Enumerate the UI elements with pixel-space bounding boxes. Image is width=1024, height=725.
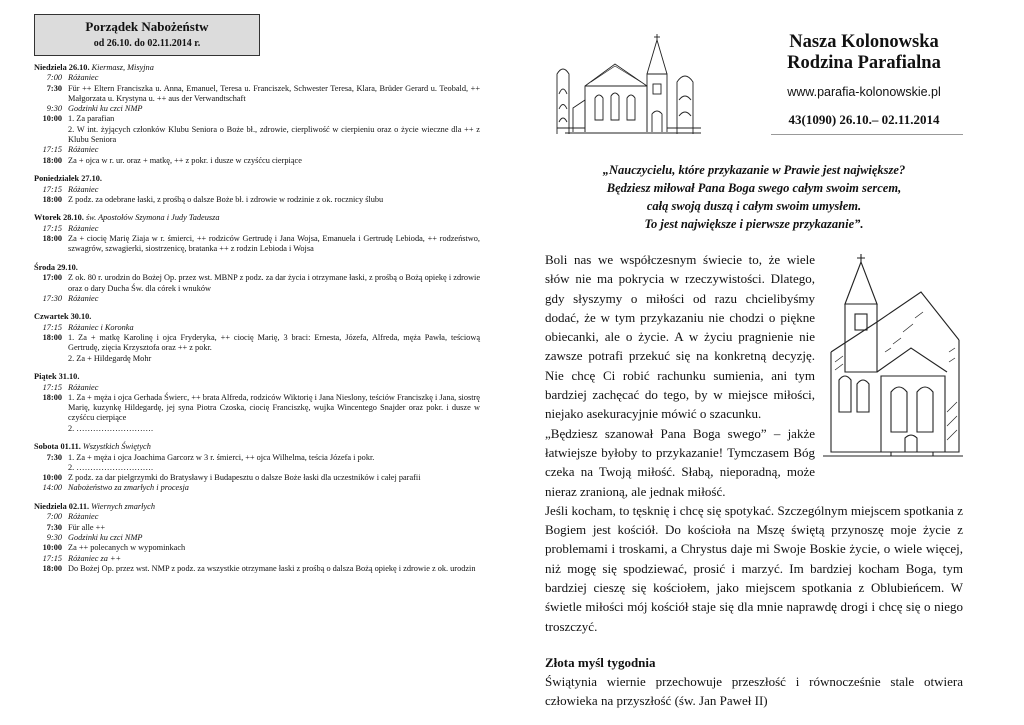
- schedule-entry: [34, 523, 480, 533]
- entry-time: 7:30: [46, 452, 62, 462]
- entry-time: 17:00: [42, 273, 62, 283]
- schedule-entry: [34, 156, 480, 166]
- entry-text: Z podz. za odebrane łaski, z prośbą o dalsze Boże bł. i zdrowie w rodzinie z ok. rocznicy ślubu: [68, 194, 384, 204]
- day-heading: [34, 502, 480, 512]
- entry-time: 17:15: [42, 223, 62, 233]
- schedule-entry: [34, 554, 480, 564]
- entry-text: 2. ……………………….: [68, 462, 154, 472]
- quote-line-3: całą swoją duszą i całym swoim umysłem.: [646, 199, 862, 213]
- day-feast: Wszystkich Świętych: [82, 442, 151, 452]
- schedule-entry: [34, 73, 480, 83]
- entry-text: 2. W int. żyjących członków Klubu Seniora o Boże bł., zdrowie, cierpliwość w cierpieniu oraz o życie wieczne dla ++ z Klubu Seniora: [68, 124, 480, 145]
- masthead-url[interactable]: www.parafia-kolonowskie.pl: [787, 85, 941, 99]
- entry-text: Różaniec i Koronka: [68, 322, 134, 332]
- schedule-entry: [34, 333, 480, 354]
- entry-text: Z podz. za dar pielgrzymki do Bratysławy i Budapesztu o dalsze Boże łaski dla uczestników i całej parafii: [68, 473, 421, 483]
- entry-time: 7:30: [46, 83, 62, 93]
- entry-text: Godzinki ku czci NMP: [68, 104, 143, 114]
- article-paragraph-2: „Będziesz szanował Pana Boga swego” – jakże łatwiejsze byłoby to przykazanie! Tymczasem Bóg czeka na Twoją miłość. Słabą, nieporadną, może nieraz zranioną, ale jednak miłość.: [545, 425, 815, 499]
- entry-time: 9:30: [46, 104, 62, 114]
- entry-time: 10:00: [42, 473, 62, 483]
- gospel-quote: [545, 161, 963, 233]
- entry-time: [34, 354, 68, 364]
- entry-time: [34, 424, 68, 434]
- schedule-entry: [34, 512, 480, 522]
- day-heading: [34, 63, 480, 73]
- schedule-entry: [34, 185, 480, 195]
- schedule-entry: [34, 323, 480, 333]
- schedule-entry: [34, 453, 480, 463]
- church-drawing-icon: [555, 34, 705, 136]
- thought-title: Złota myśl tygodnia: [545, 655, 656, 670]
- day-feast: Wiernych zmarłych: [91, 502, 155, 512]
- entry-time: 7:00: [46, 512, 62, 522]
- entry-time: 17:15: [42, 145, 62, 155]
- quote-line-2: Będziesz miłował Pana Boga swego całym swoim sercem,: [606, 181, 902, 195]
- schedule-entry: [34, 354, 480, 364]
- day-feast: Kiermasz, Misyjna: [91, 63, 154, 72]
- schedule-entry: [34, 234, 480, 255]
- entry-text: Z ok. 80 r. urodzin do Bożej Op. przez wst. MBNP z podz. za dar życia i otrzymane łaski, z prośbą o Bożą opiekę i zdrowie oraz o dary Ducha Św. dla córek i wnuków: [68, 273, 480, 293]
- schedule-title: Porządek Nabożeństw: [85, 19, 209, 34]
- day-name: Piątek 31.10.: [34, 372, 80, 382]
- schedule-day: [34, 174, 480, 205]
- masthead: [765, 32, 963, 135]
- entry-time: 18:00: [42, 563, 62, 573]
- schedule-entry: [34, 483, 480, 493]
- entry-text: Różaniec: [68, 382, 99, 392]
- entry-time: 7:30: [46, 522, 62, 532]
- entry-text: 1. Za parafian: [68, 114, 115, 124]
- entry-time: 18:00: [42, 392, 62, 402]
- schedule-day: [34, 263, 480, 304]
- schedule-entry: [34, 145, 480, 155]
- schedule-entry: [34, 125, 480, 146]
- schedule-column: [34, 14, 480, 582]
- entry-time: 7:00: [46, 73, 62, 83]
- masthead-title-line2: Rodzina Parafialna: [787, 53, 941, 73]
- thought-of-week: [545, 653, 963, 710]
- day-heading: [34, 213, 480, 223]
- entry-text: 1. Za + męża i ojca Joachima Garcorz w 3 r. śmierci, ++ ojca Wilhelma, teścia Józefa i pokr.: [68, 452, 375, 462]
- article-paragraph-1: Boli nas we współczesnym świecie to, że wiele słów nie ma pokrycia w rzeczywistości. Dlatego, gdy słyszymy o miłości od razu chcielibyśmy dodać, że w tym przykazaniu nie chodzi o piękne obiecanki, ale o życie. A w życiu pragnienie nie zawsze potrafi przekuć się na konkretną decyzję. Nie chcę Ci robić rachunku sumienia, ani tym bardziej zachęcać do tego, by w miejsce miłości, niejako asekuracyjnie mówić o szacunku.: [545, 252, 815, 422]
- schedule-day: [34, 442, 480, 493]
- entry-time: 18:00: [42, 155, 62, 165]
- schedule-day: [34, 213, 480, 254]
- day-feast: św. Apostołów Szymona i Judy Tadeusza: [85, 213, 220, 223]
- day-name: Czwartek 30.10.: [34, 312, 92, 322]
- entry-text: 2. ……………………….: [68, 423, 154, 433]
- schedule-entry: [34, 424, 480, 434]
- entry-time: 18:00: [42, 194, 62, 204]
- schedule-entry: [34, 273, 480, 294]
- church-sketch-icon: [821, 252, 963, 462]
- entry-text: Różaniec: [68, 512, 99, 522]
- entry-text: Różaniec: [68, 223, 99, 233]
- schedule-entry: [34, 564, 480, 574]
- entry-time: 17:15: [42, 184, 62, 194]
- entry-time: 17:15: [42, 382, 62, 392]
- entry-text: Za + ciocię Marię Ziaja w r. śmierci, ++ rodziców Gertrudę i Jana Wojsa, Emanuela i Gertrudę Lebioda, ++ rodzeństwo, szwagrów, szwagierki, siostrzenicę, bratanka ++ z rodzin Lebioda i Wojsa: [68, 234, 480, 254]
- entry-time: 10:00: [42, 543, 62, 553]
- entry-time: 18:00: [42, 333, 62, 343]
- day-name: Sobota 01.11.: [34, 442, 81, 452]
- entry-time: [34, 463, 68, 473]
- entry-time: 10:00: [42, 114, 62, 124]
- day-heading: [34, 263, 480, 273]
- masthead-title-line1: Nasza Kolonowska: [789, 32, 939, 52]
- schedule-title-box: [34, 14, 260, 56]
- schedule-entry: [34, 104, 480, 114]
- schedule-entry: [34, 463, 480, 473]
- schedule-list: [34, 63, 480, 574]
- entry-text: 1. Za + matkę Karolinę i ojca Fryderyka, ++ ciocię Marię, 3 braci: Ernesta, Józefa, Alfreda, męża Pawła, teściową Gertrudę, zięcia Krzysztofa oraz ++ z pokr.: [68, 333, 480, 353]
- entry-time: 14:00: [42, 483, 62, 493]
- entry-time: 17:30: [42, 293, 62, 303]
- entry-text: Różaniec: [68, 184, 99, 194]
- day-heading: [34, 372, 480, 382]
- entry-time: 17:15: [42, 322, 62, 332]
- schedule-entry: [34, 84, 480, 105]
- entry-text: 1. Za + męża i ojca Gerhada Świerc, ++ brata Alfreda, rodziców Wiktorię i Jana Nieslony, teściów Franciszkę i Jana, siostrę Marię, kuzynkę Hildegardę, jej syna Piotra Czoska, ciocię Franciszkę, wujka Wincentego Snajder oraz pokr. i dusze w czyśćcu cierpiące: [68, 392, 480, 423]
- schedule-entry: [34, 393, 480, 424]
- entry-time: [34, 125, 68, 146]
- entry-time: 17:15: [42, 553, 62, 563]
- article-paragraph-3: Jeśli kocham, to tęsknię i chcę się spotykać. Szczególnym miejscem spotkania z Bogiem jest kościół. Do kościoła na Mszę świętą przynoszę moje życie z problemami i troskami, a Chrystus daje mi Swoje Boskie życie, o wiele więcej, niż mogę się spodziewać, prosić i marzyć. Im bardziej kocham Boga, tym bardziej cieszę się kościołem, jako miejscem spotkania z Oblubieńcem. W świetle miłości mój kościół staje się dla mnie naprawdę drogi i chcę się o niego troszczyć.: [545, 502, 963, 634]
- schedule-entry: [34, 195, 480, 205]
- schedule-entry: [34, 473, 480, 483]
- schedule-entry: [34, 533, 480, 543]
- article-body: [545, 250, 963, 636]
- schedule-entry: [34, 383, 480, 393]
- entry-text: Do Bożej Op. przez wst. NMP z podz. za wszystkie otrzymane łaski z prośbą o dalsza Bożą opiekę i zdrowie z ok. urodzin: [68, 563, 476, 573]
- day-heading: [34, 174, 480, 184]
- schedule-entry: [34, 224, 480, 234]
- masthead-issue: 43(1090) 26.10.– 02.11.2014: [788, 112, 940, 127]
- quote-line-1: „Nauczycielu, które przykazanie w Prawie jest największe?: [602, 163, 906, 177]
- entry-text: Za ++ polecanych w wypominkach: [68, 543, 186, 553]
- schedule-entry: [34, 294, 480, 304]
- schedule-range: od 26.10. do 02.11.2014 r.: [93, 38, 201, 49]
- day-name: Wtorek 28.10.: [34, 213, 84, 223]
- quote-line-4: To jest największe i pierwsze przykazanie”.: [644, 217, 864, 231]
- entry-time: 18:00: [42, 234, 62, 244]
- schedule-day: [34, 312, 480, 363]
- schedule-entry: [34, 543, 480, 553]
- entry-text: Für alle ++: [68, 522, 106, 532]
- entry-text: Różaniec za ++: [68, 553, 122, 563]
- schedule-day: [34, 372, 480, 434]
- masthead-divider: [771, 134, 963, 135]
- day-heading: [34, 312, 480, 322]
- entry-text: Für ++ Eltern Franciszka u. Anna, Emanuel, Teresa u. Franciszek, Schwester Teresa, Klara, Brüder Gerard u. Teobald, ++ Małgorzata u. Krystyna u. ++ aus der Verwandtschaft: [68, 83, 480, 103]
- day-name: Poniedziałek 27.10.: [34, 174, 102, 184]
- entry-text: Różaniec: [68, 293, 99, 303]
- schedule-day: [34, 502, 480, 574]
- day-heading: [34, 442, 480, 452]
- entry-text: Za + ojca w r. ur. oraz + matkę, ++ z pokr. i dusze w czyśćcu cierpiące: [68, 155, 302, 165]
- entry-text: Różaniec: [68, 73, 99, 83]
- day-name: Niedziela 02.11.: [34, 502, 90, 512]
- thought-text: Świątynia wiernie przechowuje przeszłość i równocześnie stale otwiera człowieka na przyszłość (św. Jan Paweł II): [545, 674, 963, 708]
- entry-text: Nabożeństwo za zmarłych i procesja: [68, 483, 189, 493]
- day-name: Środa 29.10.: [34, 262, 78, 272]
- entry-time: 9:30: [46, 532, 62, 542]
- entry-text: Godzinki ku czci NMP: [68, 532, 143, 542]
- day-name: Niedziela 26.10.: [34, 63, 90, 72]
- entry-text: 2. Za + Hildegardę Mohr: [68, 353, 152, 363]
- schedule-entry: [34, 114, 480, 124]
- entry-text: Różaniec: [68, 145, 99, 155]
- schedule-day: [34, 63, 480, 166]
